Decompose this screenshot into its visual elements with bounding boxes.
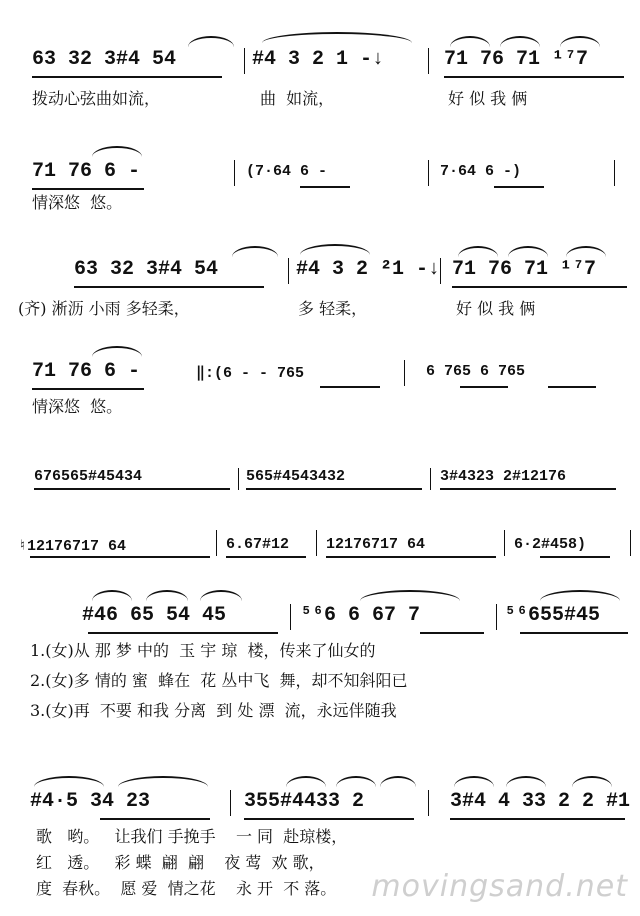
notes-measure: 355#4433 2: [244, 790, 365, 813]
beam: [32, 76, 222, 78]
barline: [440, 258, 441, 284]
beam: [88, 632, 278, 634]
beam: [30, 556, 210, 558]
barline: [216, 530, 217, 556]
slur: [118, 776, 208, 787]
notes-measure: 12176717 64: [326, 536, 426, 553]
barline: [496, 604, 497, 630]
beam: [74, 286, 264, 288]
notes-measure: 6.67#12: [226, 536, 290, 553]
slur: [566, 246, 606, 257]
slur: [200, 590, 242, 601]
slur: [92, 346, 142, 357]
notes-measure: 3#4323 2#12176: [440, 468, 567, 485]
verse-1: 1.(女)从 那 梦 中的 玉 宇 琼 楼，传来了仙女的: [30, 641, 376, 660]
barline: [504, 530, 505, 556]
barline: [234, 160, 235, 186]
beam: [450, 818, 625, 820]
notes-measure: 565#4543432: [246, 468, 346, 485]
barline: [316, 530, 317, 556]
verse-2: 红 透。 彩 蝶 翩 翩 夜 莺 欢 歌，: [36, 853, 325, 872]
notes-measure: 71 76 6 -: [32, 160, 141, 183]
beam: [320, 386, 380, 388]
lyric: 好 似 我 俩: [456, 299, 536, 318]
verse-2: 2.(女)多 情的 蜜 蜂在 花 丛中飞 舞，却不知斜阳已: [30, 671, 408, 690]
notes-measure: 676565#45434: [34, 468, 143, 485]
notes-measure: 7·64 6 -): [440, 163, 522, 180]
beam: [494, 186, 544, 188]
barline: [428, 48, 429, 74]
beam: [34, 488, 230, 490]
barline: [428, 160, 429, 186]
notes-measure: 71 76 6 -: [32, 360, 141, 383]
slur: [572, 776, 612, 787]
barline: [430, 468, 431, 490]
barline: [230, 790, 231, 816]
slur: [458, 246, 498, 257]
verse-1: 歌 哟。 让我们 手挽手 一 同 赴琼楼，: [36, 827, 348, 846]
slur: [232, 246, 278, 257]
beam: [520, 632, 628, 634]
notes-measure: 6·2#458): [514, 536, 587, 553]
slur: [508, 246, 548, 257]
lyric: 拨动心弦曲如流，: [32, 89, 161, 108]
watermark: movingsand.net: [371, 869, 628, 904]
notes-measure: #4·5 34 23: [30, 790, 151, 813]
lyric: 情深悠 悠。: [32, 193, 123, 212]
slur: [336, 776, 376, 787]
score-row-4: [0, 360, 640, 420]
score-row-5: [0, 468, 640, 508]
score-row-2: [0, 160, 640, 220]
slur: [450, 36, 490, 47]
notes-measure: 63 32 3#4 54: [32, 48, 177, 71]
notes-measure: 3#4 4 33 2 2 #1: [450, 790, 631, 813]
barline: [630, 530, 631, 556]
verse-3: 3.(女)再 不要 和我 分离 到 处 漂 流，永远伴随我: [30, 701, 397, 720]
beam: [540, 556, 610, 558]
slur: [500, 36, 540, 47]
beam: [460, 386, 508, 388]
notes-measure: 6 765 6 765: [426, 363, 526, 380]
score-row-3: [0, 258, 640, 328]
barline: [428, 790, 429, 816]
slur: [92, 590, 132, 601]
lyric: 好 似 我 俩: [448, 89, 528, 108]
notes-measure: ♮12176717 64: [18, 538, 127, 555]
notes-measure: 71 76 71 ¹⁷7: [444, 48, 589, 71]
barline: [290, 604, 291, 630]
beam: [548, 386, 596, 388]
lyric: 情深悠 悠。: [32, 397, 123, 416]
notes-measure: #4 3 2 1 -↓: [252, 48, 385, 71]
beam: [440, 488, 616, 490]
slur: [360, 590, 460, 601]
beam: [300, 186, 350, 188]
slur: [34, 776, 104, 787]
slur: [540, 590, 620, 601]
slur: [262, 32, 412, 43]
beam: [226, 556, 306, 558]
verse-3: 度 春秋。 愿 爱 情之花 永 开 不 落。: [36, 879, 337, 898]
slur: [146, 590, 188, 601]
beam: [420, 632, 484, 634]
beam: [32, 388, 144, 390]
slur: [454, 776, 494, 787]
slur: [188, 36, 234, 47]
beam: [244, 818, 414, 820]
notes-measure: ⁵⁶655#45: [504, 604, 601, 627]
slur: [286, 776, 326, 787]
slur: [506, 776, 546, 787]
score-row-6: [0, 530, 640, 570]
lyric: (齐) 淅沥 小雨 多轻柔，: [18, 299, 190, 318]
notes-measure: ‖:(6 - - 765: [196, 365, 305, 382]
slur: [92, 146, 142, 157]
barline: [288, 258, 289, 284]
slur: [300, 244, 370, 255]
slur: [380, 776, 416, 787]
notes-measure: (7·64 6 -: [246, 163, 328, 180]
beam: [452, 286, 627, 288]
beam: [326, 556, 496, 558]
barline: [238, 468, 239, 490]
beam: [444, 76, 624, 78]
lyric: 多 轻柔，: [298, 299, 368, 318]
notes-measure: #46 65 54 45: [82, 604, 227, 627]
notes-measure: 71 76 71 ¹⁷7: [452, 258, 597, 281]
slur: [560, 36, 600, 47]
barline: [614, 160, 615, 186]
beam: [246, 488, 422, 490]
beam: [100, 818, 210, 820]
barline: [404, 360, 405, 386]
score-row-7: [0, 604, 640, 720]
notes-measure: ⁵⁶6 6 67 7: [300, 604, 421, 627]
score-row-1: [0, 48, 640, 118]
notes-measure: 63 32 3#4 54: [74, 258, 219, 281]
notes-measure: #4 3 2 ²1 -↓: [296, 258, 441, 281]
barline: [244, 48, 245, 74]
lyric: 曲 如流，: [260, 89, 335, 108]
